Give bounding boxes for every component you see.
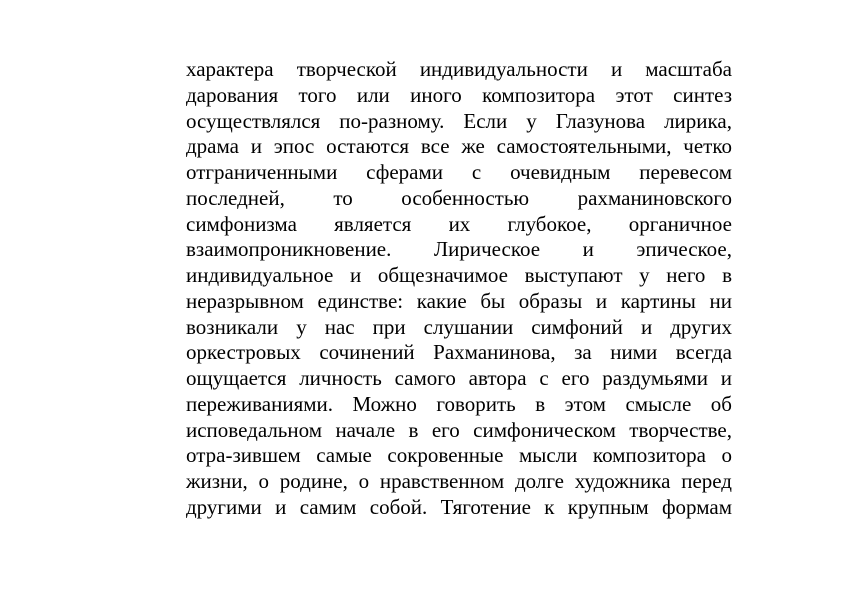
- text-line: симфонизма является их глубокое, органичное: [186, 211, 732, 236]
- body-text: [186, 57, 732, 521]
- text-line: отграниченными сферами с очевидным перевесом: [186, 160, 732, 184]
- text-line: драма и эпос остаются все же самостоятельными, четко: [186, 134, 732, 159]
- text-line: индивидуальное и общезначимое выступают у него в: [186, 263, 732, 287]
- text-line: характера творческой индивидуальности и масштаба: [186, 57, 732, 81]
- text-line: ощущается личность самого автора с его раздумьями и: [186, 366, 732, 390]
- text-line: оркестровых сочинений Рахманинова, за ними всегда: [186, 340, 732, 365]
- text-line: другими и самим собой. Тяготение к крупным формам: [186, 494, 732, 519]
- text-line: взаимопроникновение. Лирическое и эпическое,: [186, 237, 732, 262]
- text-line: последней, то особенностью рахманиновского: [186, 185, 732, 210]
- text-line: переживаниями. Можно говорить в этом смысле об: [186, 391, 732, 416]
- text-line: неразрывном единстве: какие бы образы и картины ни: [186, 288, 732, 313]
- text-line: отра-зившем самые сокровенные мысли композитора о: [186, 443, 732, 468]
- text-line: дарования того или иного композитора этот синтез: [186, 82, 732, 107]
- text-line: осуществлялся по-разному. Если у Глазунова лирика,: [186, 108, 732, 133]
- text-line: жизни, о родине, о нравственном долге художника перед: [186, 469, 732, 493]
- text-line: возникали у нас при слушании симфоний и других: [186, 314, 732, 339]
- text-line: исповедальном начале в его симфоническом творчестве,: [186, 417, 732, 442]
